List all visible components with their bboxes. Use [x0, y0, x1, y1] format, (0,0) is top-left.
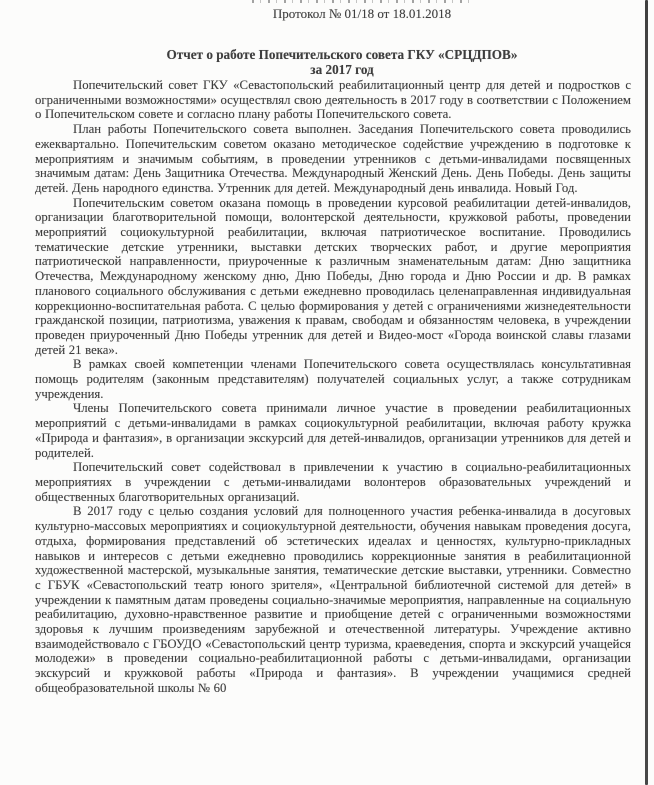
cut-off-text-remnant	[252, 0, 470, 3]
paragraph-activity-overview: Попечительский совет ГКУ «Севастопольский реабилитационный центр для детей и подростков с ограниченными возможностями» осуществлял свою деятельность в 2017 году в соответствии с Положением о Попечительском совете и согласно плану работы Попечительского совета.	[35, 78, 631, 122]
document-title-block	[35, 47, 631, 77]
scan-edge-line	[645, 0, 648, 785]
document-title: Отчет о работе Попечительского совета ГКУ «СРЦДПОВ»	[166, 47, 518, 62]
paragraph-assistance-rehabilitation: Попечительским советом оказана помощь в проведении курсовой реабилитации детей-инвалидов, организации благотворительной помощи, волонтерской деятельности, кружковой работы, проведении мероприятий социокультурной реабилитации, включая патриотическое воспитание. Проводились тематические детские утренники, выставки детских творческих работ, и другие мероприятия патриотической направленности, приуроченные к различным знаменательным датам: Дню защитника Отечества, Международному женскому дню, Дню Победы, Дню города и Дню России и др. В рамках планового социального обслуживания с детьми ежедневно проводилась целенаправленная индивидуальная коррекционно-воспитательная работа. С целью формирования у детей с ограничениями жизнедеятельности гражданской позиции, патриотизма, уважения к правам, свободам и обязанностям человека, в учреждении проведен приуроченный Дню Победы утренник для детей и Видео-мост «Города воинской славы глазами детей 21 века».	[35, 195, 631, 357]
paragraph-plan-fulfilled: План работы Попечительского совета выполнен. Заседания Попечительского совета проводились ежеквартально. Попечительским советом оказано методическое содействие учреждению в подготовке к мероприятиям и значимым событиям, в проведении утренников с детьми-инвалидами посвященных значимым датам: День Защитника Отечества. Международный Женский День. День Победы. День защиты детей. День народного единства. Утренник для детей. Международный день инвалида. Новый Год.	[35, 122, 631, 195]
paragraph-personal-participation: Члены Попечительского совета принимали личное участие в проведении реабилитационных мероприятий с детьми-инвалидами в рамках социокультурной реабилитации, включая работу кружка «Природа и фантазия», в организации экскурсий для детей-инвалидов, организации утренников для детей и родителей.	[35, 401, 631, 460]
paragraph-2017-activities: В 2017 году с целью создания условий для полноценного участия ребенка-инвалида в досуговых культурно-массовых мероприятиях и социокультурной деятельности, обучения навыкам проведения досуга, отдыха, формирования представлений об эстетических идеалах и ценностях, культурно-прикладных навыков и интересов с детьми ежедневно проводились коррекционные занятия в реабилитационной художественной мастерской, музыкальные занятия, тематические детские выставки, утренники. Совместно с ГБУК «Севастопольский театр юного зрителя», «Центральной библиотечной системой для детей» в учреждении к памятным датам проведены социально-значимые мероприятия, направленные на социальную реабилитацию, духовно-нравственное развитие и приобщение детей с ограниченными возможностями здоровья к лучшим произведениям зарубежной и отечественной литературы. Учреждение активно взаимодействовало с ГБОУДО «Севастопольский центр туризма, краеведения, спорта и экскурсий учащейся молодежи» в проведении социально-реабилитационной работы с детьми-инвалидами, организации экскурсий и кружковой работы «Природа и фантазия». В учреждении учащимися средней общеобразовательной школы № 60	[35, 504, 631, 695]
paragraph-volunteers-involvement: Попечительский совет содействовал в привлечении к участию в социально-реабилитационных мероприятиях в учреждении с детьми-инвалидами волонтеров образовательных учреждений и общественных благотворительных организаций.	[35, 460, 631, 504]
protocol-reference-line: Протокол № 01/18 от 18.01.2018	[272, 6, 452, 21]
document-subtitle: за 2017 год	[310, 62, 374, 77]
document-content	[35, 6, 631, 696]
paragraph-consultative-help: В рамках своей компетенции членами Попечительского совета осуществлялась консультативная помощь родителям (законным представителям) получателей социальных услуг, а также сотрудникам учреждения.	[35, 357, 631, 401]
